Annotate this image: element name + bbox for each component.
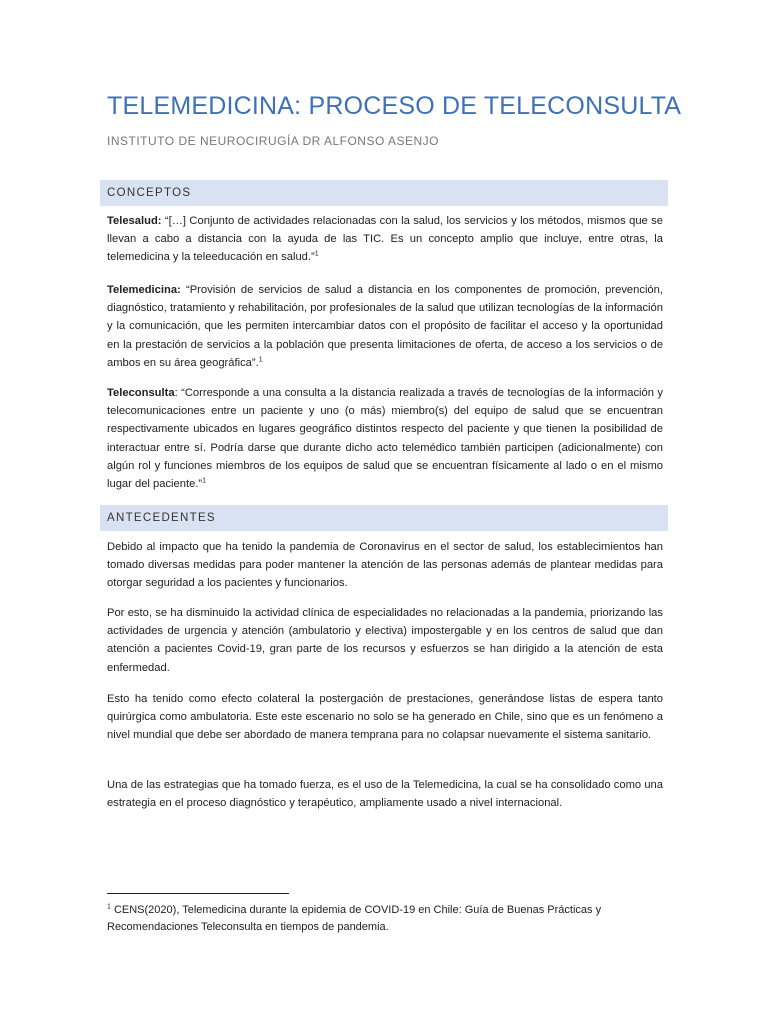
paragraph-telesalud bbox=[107, 212, 663, 267]
footnote-separator bbox=[107, 893, 289, 894]
footnote-ref: 1 bbox=[314, 250, 319, 258]
document-subtitle: INSTITUTO DE NEUROCIRUGÍA DR ALFONSO ASENJO bbox=[107, 134, 439, 148]
term-telemedicina: Telemedicina: bbox=[107, 284, 181, 296]
footnote-ref: 1 bbox=[258, 356, 263, 364]
footnote-text: CENS(2020), Telemedicina durante la epidemia de COVID-19 en Chile: Guía de Buenas Prácticas y Recomendaciones Teleconsulta en tiempos de pandemia. bbox=[107, 904, 602, 933]
section-heading-antecedentes: ANTECEDENTES bbox=[100, 505, 668, 531]
paragraph-teleconsulta bbox=[107, 384, 663, 493]
section-heading-conceptos: CONCEPTOS bbox=[100, 180, 668, 206]
term-teleconsulta: Teleconsulta bbox=[107, 387, 175, 399]
document-title: TELEMEDICINA: PROCESO DE TELECONSULTA bbox=[107, 92, 682, 120]
paragraph-antecedentes-3: Esto ha tenido como efecto colateral la postergación de prestaciones, generándose listas de espera tanto quirúrgica como ambulatoria. Este este escenario no solo se ha generado en Chile, sino que es un fenómeno a nivel mundial que debe ser abordado de manera temprana para no colapsar nuevamente el sistema sanitario. bbox=[107, 693, 663, 742]
term-telesalud: Telesalud: bbox=[107, 215, 162, 227]
footnote-number: 1 bbox=[107, 903, 111, 911]
paragraph-telemedicina bbox=[107, 281, 663, 372]
definition-teleconsulta: : “Corresponde a una consulta a la distancia realizada a través de tecnologías de la información y telecomunicaciones entre un paciente y uno (o más) miembro(s) del equipo de salud que se encuentran respectivamente ubicados en lugares geográfico distintos respecto del paciente y que tienen la posibilidad de interactuar entre sí. Podría darse que durante dicho acto telemédico también participen (adicionalmente) con algún rol y funciones miembros de los equipos de salud que se encuentran físicamente al lado o en el mismo lugar del paciente.” bbox=[107, 387, 663, 491]
definition-telesalud: “[…] Conjunto de actividades relacionadas con la salud, los servicios y los métodos, mismos que se llevan a cabo a distancia con la ayuda de las TIC. Es un concepto amplio que incluye, entre otras, la telemedicina y la teleeducación en salud.” bbox=[107, 215, 663, 264]
paragraph-antecedentes-2: Por esto, se ha disminuido la actividad clínica de especialidades no relacionadas a la pandemia, priorizando las actividades de urgencia y atención (ambulatorio y electiva) impostergable y en los centros de salud que dan atención a pacientes Covid-19, gran parte de los recursos y esfuerzos se han dirigido a la atención de esta enfermedad. bbox=[107, 607, 663, 674]
footnote bbox=[107, 902, 663, 935]
paragraph-antecedentes-1: Debido al impacto que ha tenido la pandemia de Coronavirus en el sector de salud, los establecimientos han tomado diversas medidas para poder mantener la atención de las personas además de plantear medidas para otorgar seguridad a los pacientes y funcionarios. bbox=[107, 541, 663, 590]
definition-telemedicina: “Provisión de servicios de salud a distancia en los componentes de promoción, prevención, diagnóstico, tratamiento y rehabilitación, por profesionales de la salud que utilizan tecnologías de la información y la comunicación, que les permiten intercambiar datos con el propósito de facilitar el acceso y la oportunidad en la prestación de servicios a la población que presenta limitaciones de oferta, de acceso a los servicios o de ambos en su área geográfica”. bbox=[107, 284, 663, 369]
paragraph-antecedentes-4: Una de las estrategias que ha tomado fuerza, es el uso de la Telemedicina, la cual se ha consolidado como una estrategia en el proceso diagnóstico y terapéutico, ampliamente usado a nivel internacional. bbox=[107, 779, 663, 810]
footnote-ref: 1 bbox=[202, 477, 207, 485]
